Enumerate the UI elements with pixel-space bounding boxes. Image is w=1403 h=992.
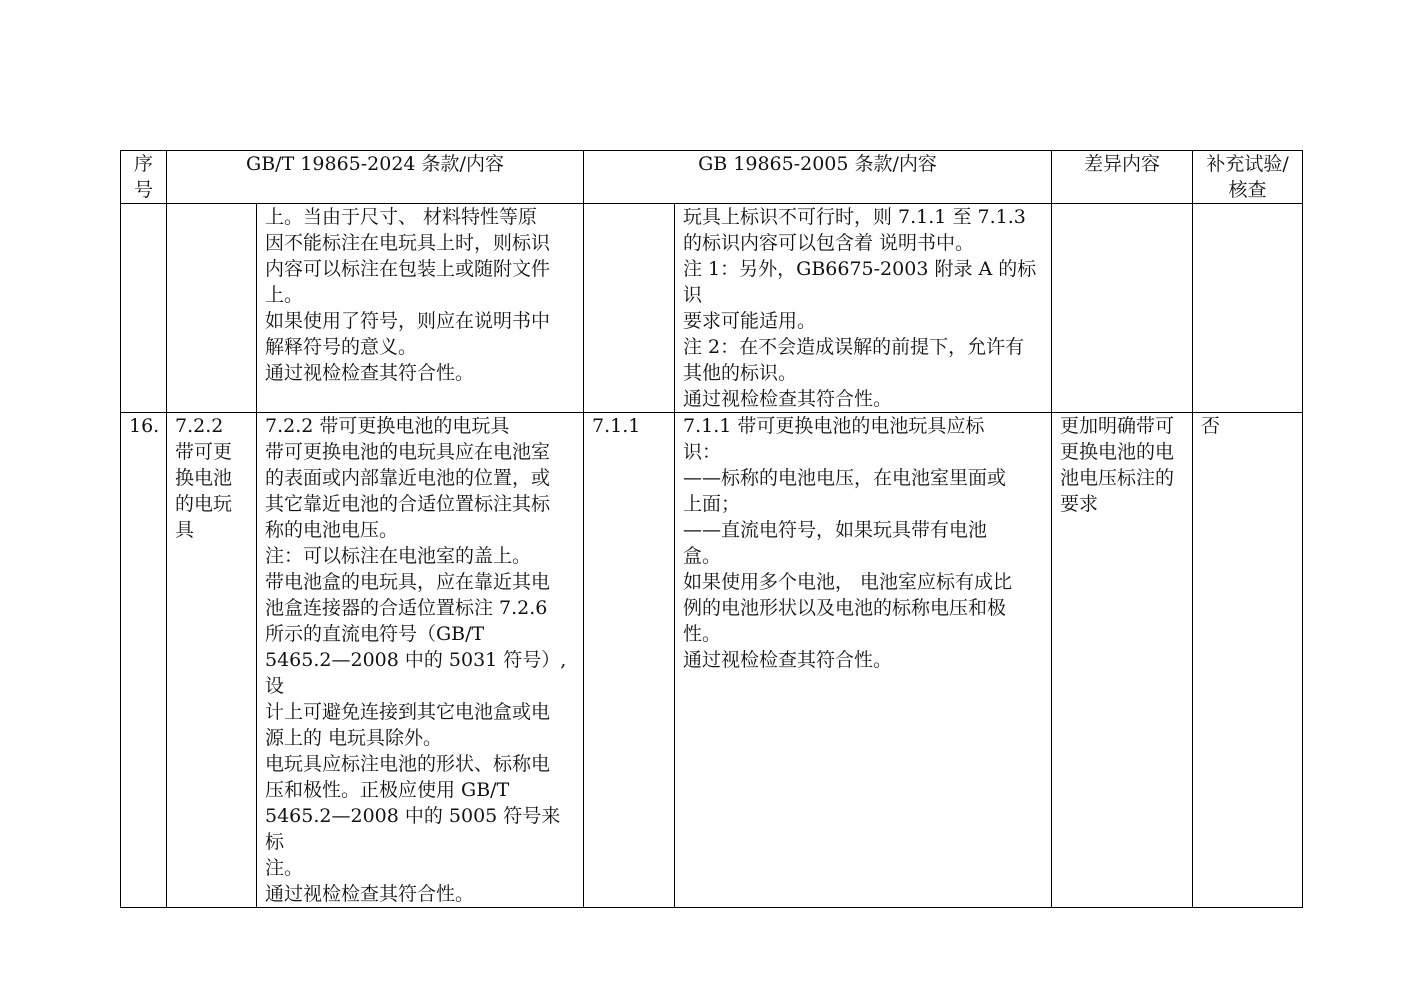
header-diff: 差异内容: [1052, 151, 1193, 204]
cell-supplement: [1193, 204, 1303, 413]
cell-old-clause: [584, 204, 675, 413]
cell-seq: [121, 204, 167, 413]
cell-diff: [1052, 204, 1193, 413]
cell-new-content: 7.2.2 带可更换电池的电玩具 带可更换电池的电玩具应在电池室 的表面或内部靠近电池的位置，或 其它靠近电池的合适位置标注其标 称的电池电压。 注：可以标注在电池室的盖上。 带电池盒的电玩具，应在靠近其电 池盒连接器的合适位置标注 7.2.6 所示的直流电符号（GB/T 5465.2—2008 中的 5031 符号）,设 计上可避免连接到其它电池盒或电 源上的 电玩具除外。 电玩具应标注电池的形状、标称电 压和极性。正极应使用 GB/T 5465.2—2008 中的 5005 符号来标 注。 通过视检检查其符合性。: [257, 413, 584, 908]
cell-new-content: 上。当由于尺寸、 材料特性等原 因不能标注在电玩具上时，则标识 内容可以标注在包装上或随附文件 上。 如果使用了符号，则应在说明书中 解释符号的意义。 通过视检检查其符合性。: [257, 204, 584, 413]
header-gb-2005: GB 19865-2005 条款/内容: [584, 151, 1052, 204]
header-seq: 序 号: [121, 151, 167, 204]
header-supplement: 补充试验/ 核查: [1193, 151, 1303, 204]
cell-old-content: 7.1.1 带可更换电池的电池玩具应标 识： ——标称的电池电压，在电池室里面或 上面； ——直流电符号，如果玩具带有电池 盒。 如果使用多个电池， 电池室应标有成比 例的电池形状以及电池的标称电压和极 性。 通过视检检查其符合性。: [675, 413, 1052, 908]
cell-new-clause: [167, 204, 257, 413]
cell-new-clause: 7.2.2 带可更 换电池 的电玩 具: [167, 413, 257, 908]
cell-seq: 16.: [121, 413, 167, 908]
header-gbt-2024: GB/T 19865-2024 条款/内容: [167, 151, 584, 204]
cell-supplement: 否: [1193, 413, 1303, 908]
table-row: [121, 204, 1303, 413]
table-header-row: [121, 151, 1303, 204]
cell-old-clause: 7.1.1: [584, 413, 675, 908]
cell-old-content: 玩具上标识不可行时，则 7.1.1 至 7.1.3 的标识内容可以包含着 说明书中。 注 1：另外，GB6675-2003 附录 A 的标识 要求可能适用。 注 2：在不会造成误解的前提下，允许有 其他的标识。 通过视检检查其符合性。: [675, 204, 1052, 413]
table-row: [121, 413, 1303, 908]
cell-diff: 更加明确带可 更换电池的电 池电压标注的 要求: [1052, 413, 1193, 908]
comparison-table: [120, 150, 1303, 908]
